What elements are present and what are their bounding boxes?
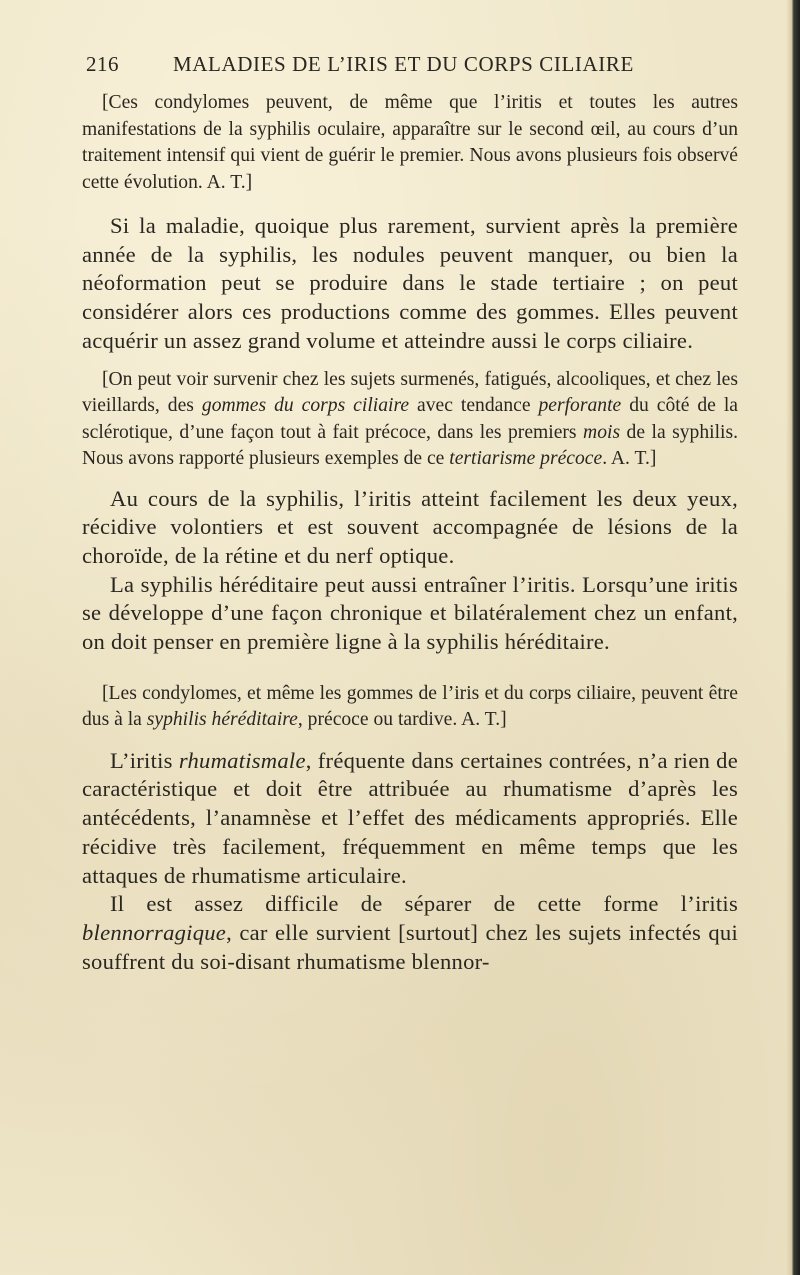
body-italic-term: blennorragique (82, 919, 227, 945)
note-italic-term: mois (583, 421, 621, 443)
body-text: , fréquente dans certaines contrées, n’a rien de caractéristique et doit être attribuée au rhumatisme d’après les antécédents, l’anamnèse et l’effet des médicaments appropriés. Elle récidive très facilement, fréquemment en même temps que les attaques de rhumatisme articulaire. (82, 747, 739, 888)
editor-note-early-tertiarism (82, 367, 738, 473)
note-italic-term: syphilis héréditaire (146, 709, 298, 731)
note-text: du côté de la sclérotique, d’une façon tout à fait précoce, dans les premiers (82, 395, 738, 443)
paragraph-hereditary-syphilis: La syphilis héréditaire peut aussi entraîner l’iritis. Lorsqu’une iritis se développe d’une façon chronique et bilatéralement chez un enfant, on doit penser en première ligne à la syphilis héréditaire. (82, 571, 738, 655)
note-text: [On peut voir survenir chez les sujets surmenés, fatigués, alcooliques, et chez les vieillards, des (82, 368, 738, 417)
note-italic-term: perforante (538, 395, 622, 417)
body-italic-term: rhumatismale (178, 747, 306, 773)
page-body (82, 90, 738, 976)
paragraph-rheumatic-iritis (82, 747, 738, 891)
note-text: avec tendance (409, 395, 539, 417)
note-text: de la syphilis. Nous avons rapporté plusieurs exemples de ce (82, 421, 739, 470)
body-text: , car elle survient [surtout] chez les sujets infectés qui souffrent du soi-disant rhumatisme blennor- (82, 919, 738, 974)
body-text: L’iritis (110, 747, 179, 773)
body-text: Il est assez difficile de séparer de cette forme l’iritis (110, 891, 738, 917)
page-binding-edge (786, 0, 800, 1275)
running-title: MALADIES DE L’IRIS ET DU CORPS CILIAIRE (173, 52, 634, 76)
paragraph-blennorrhagic-iritis (82, 890, 738, 976)
editor-note-hereditary-gommes (82, 681, 738, 734)
note-italic-term: tertiarisme précoce (449, 448, 603, 470)
paragraph-tertiary-stage: Si la maladie, quoique plus rarement, survient après la première année de la syphilis, les nodules peuvent manquer, ou bien la néoformation peut se produire dans le stade tertiaire ; on peut considérer alors ces productions comme des gommes. Elles peuvent acquérir un assez grand volume et atteindre aussi le corps ciliaire. (82, 213, 738, 353)
page-header (86, 52, 746, 82)
page-number: 216 (86, 52, 119, 76)
note-italic-term: gommes du corps ciliaire (201, 395, 410, 417)
note-text: [Les condylomes, et même les gommes de l’iris et du corps ciliaire, peuvent être dus à la (82, 682, 738, 731)
editor-note-condylomes-second-eye: [Ces condylomes peuvent, de même que l’iritis et toutes les autres manifestations de la syphilis oculaire, apparaître sur le second œil, au cours d’un traitement intensif qui vient de guérir le premier. Nous avons plusieurs fois observé cette évolution. A. T.] (82, 92, 738, 193)
note-text: . A. T.] (602, 448, 657, 470)
note-text: , précoce ou tardive. A. T.] (297, 709, 507, 731)
paragraph-bilateral-iritis: Au cours de la syphilis, l’iritis atteint facilement les deux yeux, récidive volontiers et est souvent accompagnée de lésions de la choroïde, de la rétine et du nerf optique. (82, 485, 738, 568)
